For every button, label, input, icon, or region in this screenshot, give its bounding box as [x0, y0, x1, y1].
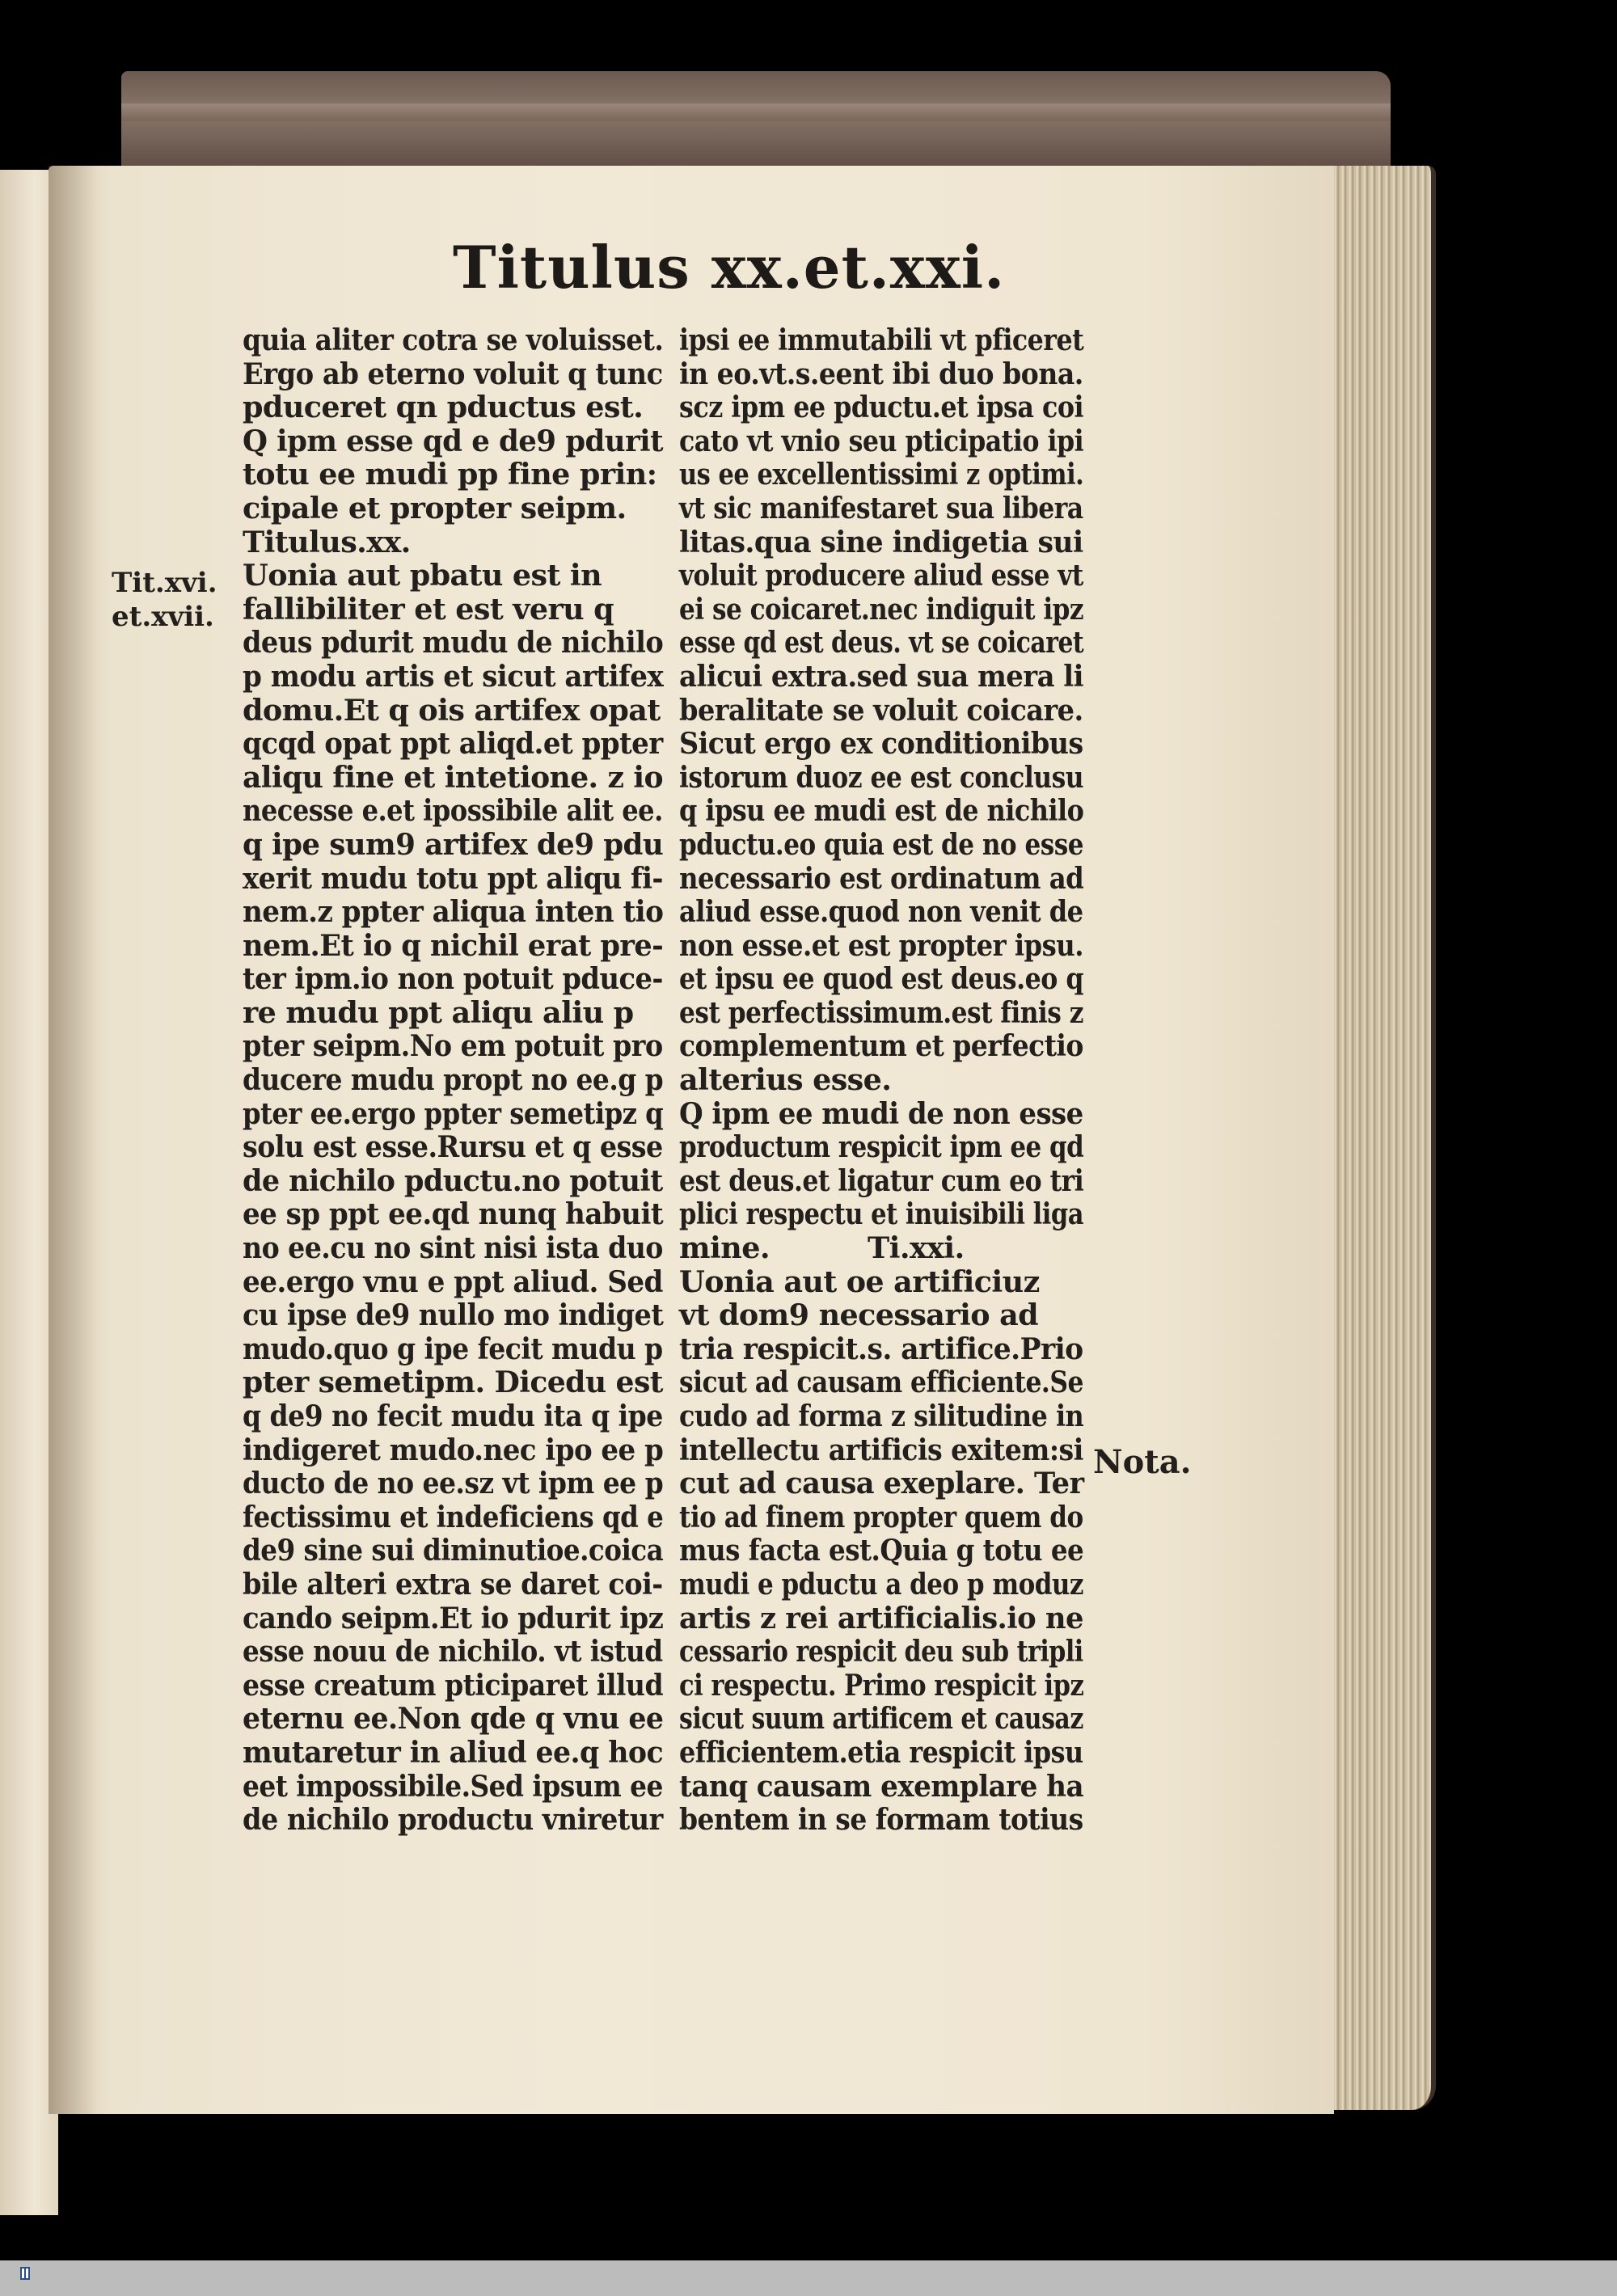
margin-note-right: Nota.	[1093, 1443, 1192, 1481]
text-line: cudo ad forma z silitudine in	[679, 1399, 1084, 1433]
text-line: productum respicit ipm ee qd	[679, 1129, 1084, 1165]
text-line: qcqd opat ppt aliqd.et ppter	[243, 726, 663, 762]
text-line: est deus.et ligatur cum eo tri	[679, 1163, 1084, 1198]
page-title: Titulus xx.et.xxi.	[453, 233, 1006, 302]
text-line: xerit mudu totu ppt aliqu fi-	[243, 860, 663, 896]
text-line: cut ad causa exeplare. Ter	[679, 1466, 1084, 1501]
text-line: est perfectissimum.est finis z	[679, 994, 1083, 1030]
text-line: tria respicit.s. artifice.Prio	[679, 1331, 1083, 1366]
text-line: de nichilo pductu.no potuit	[243, 1163, 663, 1198]
text-line: complementum et perfectio	[679, 1028, 1083, 1064]
text-line: cando seipm.Et io pdurit ipz	[243, 1600, 664, 1635]
text-line: tio ad finem propter quem do	[679, 1499, 1083, 1534]
text-line: ipsi ee immutabili vt pficeret	[679, 323, 1084, 357]
text-line: ee.ergo vnu e ppt aliud. Sed	[243, 1264, 663, 1299]
text-line: pter seipm.No em potuit pro	[243, 1028, 663, 1064]
text-column-left	[243, 323, 663, 1837]
text-line: et ipsu ee quod est deus.eo q	[679, 961, 1084, 997]
text-line: eternu ee.Non qde q vnu ee	[243, 1701, 664, 1737]
text-line: nem.Et io q nichil erat pre-	[243, 927, 664, 963]
text-line: ter ipm.io non potuit pduce-	[243, 961, 663, 997]
text-line: Ergo ab eterno voluit q tunc	[243, 356, 663, 391]
text-line: us ee excellentissimi z optimi.	[679, 457, 1084, 492]
text-line: de nichilo productu vniretur	[243, 1802, 663, 1838]
text-line: mutaretur in aliud ee.q hoc	[243, 1734, 664, 1770]
text-line: scz ipm ee pductu.et ipsa coi	[679, 390, 1084, 425]
text-line: Q ipm esse qd e de9 pdurit	[243, 423, 663, 458]
text-line: Uonia aut oe artificiuz	[679, 1264, 1040, 1299]
text-line: alterius esse.	[679, 1062, 892, 1098]
text-line: vt sic manifestaret sua libera	[679, 490, 1083, 525]
text-line: no ee.cu no sint nisi ista duo	[243, 1230, 663, 1266]
library-logo-icon	[13, 2265, 37, 2290]
text-line: q de9 no fecit mudu ita q ipe	[243, 1399, 663, 1433]
book-cover-top	[121, 71, 1391, 172]
text-line: cu ipse de9 nullo mo indiget	[243, 1298, 664, 1333]
text-line: indigeret mudo.nec ipo ee p	[243, 1432, 664, 1467]
text-line: necesse e.et ipossibile alit ee.	[243, 793, 663, 829]
text-line: pter semetipm. Dicedu est	[243, 1365, 663, 1400]
text-line: eet impossibile.Sed ipsum ee	[243, 1768, 663, 1804]
text-line: solu est esse.Rursu et q esse	[243, 1129, 663, 1165]
text-line: non esse.et est propter ipsu.	[679, 927, 1083, 963]
text-line: cessario respicit deu sub tripli	[679, 1634, 1083, 1669]
text-line: aliqu fine et intetione. z io	[243, 759, 663, 795]
text-line: ee sp ppt ee.qd nunq habuit	[243, 1197, 664, 1232]
text-line: mudi e pductu a deo p moduz	[679, 1566, 1084, 1602]
text-line: voluit producere aliud esse vt	[679, 558, 1083, 593]
text-line: bile alteri extra se daret coi-	[243, 1566, 663, 1602]
text-line: totu ee mudi pp fine prin:	[243, 457, 657, 492]
text-line: Sicut ergo ex conditionibus	[679, 726, 1083, 762]
text-line: quia aliter cotra se voluisset.	[243, 323, 664, 357]
text-line: necessario est ordinatum ad	[679, 860, 1084, 896]
text-line: esse creatum pticiparet illud	[243, 1667, 664, 1703]
page-edges	[1326, 166, 1436, 2110]
margin-note-line: et.xvii.	[112, 601, 214, 633]
margin-note-left	[112, 566, 217, 634]
text-line: ducere mudu propt no ee.g p	[243, 1062, 664, 1098]
text-line: pter ee.ergo ppter semetipz q	[243, 1095, 664, 1131]
text-line: beralitate se voluit coicare.	[679, 692, 1083, 728]
text-line: sicut ad causam efficiente.Se	[679, 1365, 1083, 1400]
text-line: de9 sine sui diminutioe.coica	[243, 1533, 664, 1568]
text-line: Titulus.xx.	[243, 524, 411, 559]
text-line: mus facta est.Quia g totu ee	[679, 1533, 1084, 1568]
text-line: sicut suum artificem et causaz	[679, 1701, 1083, 1737]
text-line: alicui extra.sed sua mera li	[679, 658, 1083, 694]
text-line: re mudu ppt aliqu aliu p	[243, 994, 634, 1030]
text-line: fectissimu et indeficiens qd e	[243, 1499, 664, 1534]
text-line: istorum duoz ee est conclusu	[679, 759, 1084, 795]
text-line: q ipsu ee mudi est de nichilo	[679, 793, 1084, 829]
text-line: p modu artis et sicut artifex	[243, 658, 664, 694]
text-line: ei se coicaret.nec indiguit ipz	[679, 591, 1084, 627]
text-line: intellectu artificis exitem:si	[679, 1432, 1083, 1467]
text-line: efficientem.etia respicit ipsu	[679, 1734, 1083, 1770]
text-line: Q ipm ee mudi de non esse	[679, 1095, 1083, 1131]
text-line: plici respectu et inuisibili liga	[679, 1197, 1084, 1232]
text-line: in eo.vt.s.eent ibi duo bona.	[679, 356, 1083, 391]
text-line: vt dom9 necessario ad	[679, 1298, 1039, 1333]
gutter-shadow	[49, 166, 97, 2114]
text-line: deus pdurit mudu de nichilo	[243, 625, 664, 661]
text-line: nem.z ppter aliqua inten tio	[243, 894, 664, 930]
text-line: ci respectu. Primo respicit ipz	[679, 1667, 1084, 1703]
text-line: q ipe sum9 artifex de9 pdu	[243, 826, 664, 862]
text-line: artis z rei artificialis.io ne	[679, 1600, 1083, 1635]
text-line: cato vt vnio seu pticipatio ipi	[679, 423, 1084, 458]
margin-note-line: Tit.xvi.	[112, 567, 217, 599]
text-line: tanq causam exemplare ha	[679, 1768, 1084, 1804]
text-line: mudo.quo g ipe fecit mudu p	[243, 1331, 663, 1366]
text-line: esse qd est deus. vt se coicaret	[679, 625, 1084, 661]
text-line: pductu.eo quia est de no esse	[679, 826, 1083, 862]
text-line: fallibiliter et est veru q	[243, 591, 614, 627]
text-line: litas.qua sine indigetia sui	[679, 524, 1083, 559]
text-line: mine. Ti.xxi.	[679, 1230, 965, 1266]
text-line: ducto de no ee.sz vt ipm ee p	[243, 1466, 664, 1501]
text-line: aliud esse.quod non venit de	[679, 894, 1083, 930]
text-column-right	[679, 323, 1083, 1837]
viewer-footer-bar	[0, 2260, 1617, 2296]
text-line: bentem in se formam totius	[679, 1802, 1083, 1838]
text-line: cipale et propter seipm.	[243, 490, 627, 525]
text-line: domu.Et q ois artifex opat	[243, 692, 661, 728]
text-line: pduceret qn pductus est.	[243, 390, 644, 425]
text-line: esse nouu de nichilo. vt istud	[243, 1634, 663, 1669]
text-line: Uonia aut pbatu est in	[243, 558, 602, 593]
